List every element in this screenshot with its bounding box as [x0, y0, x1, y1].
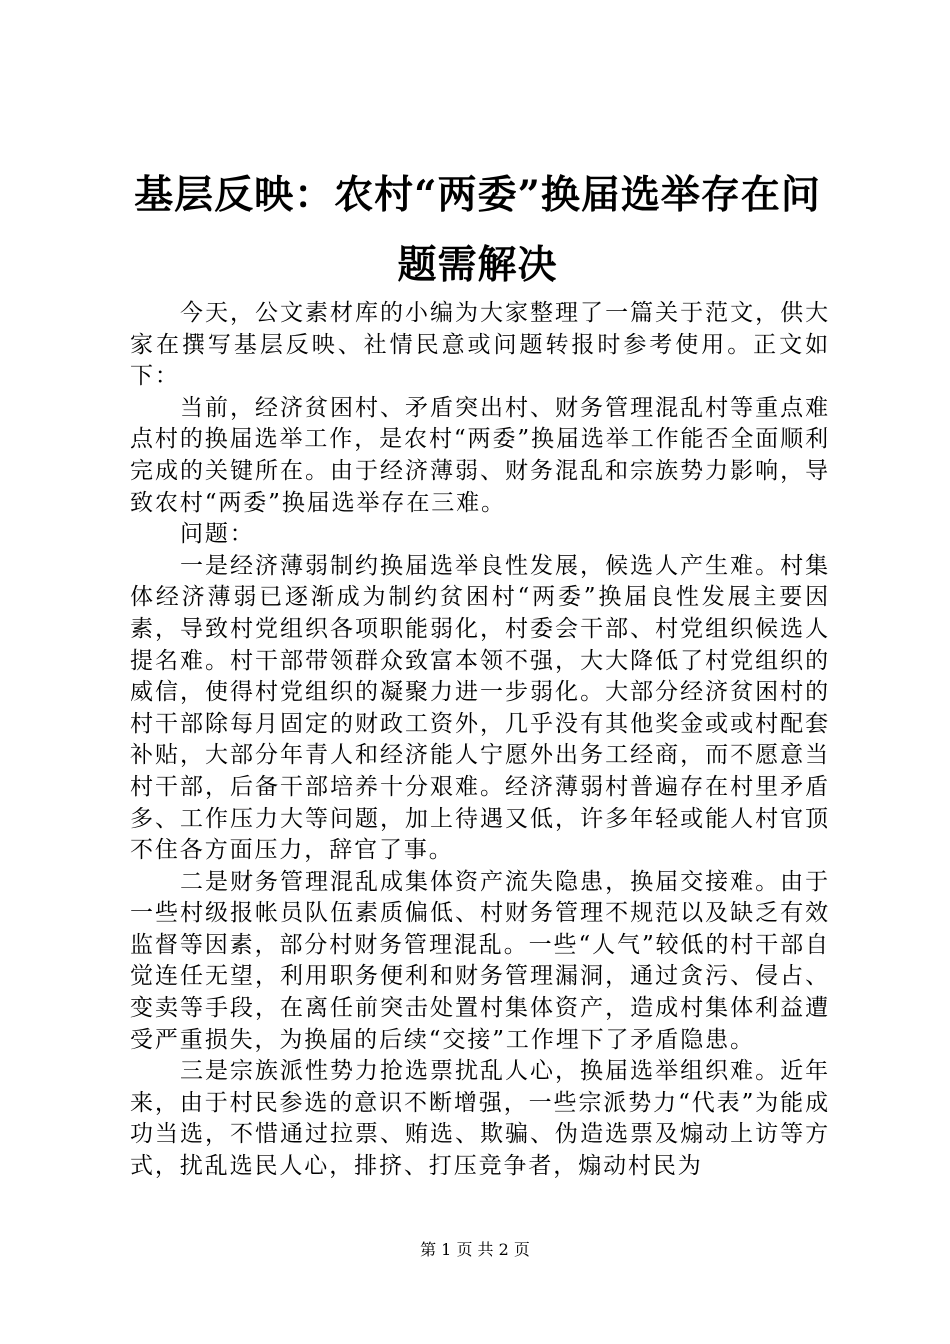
paragraph-background: 当前，经济贫困村、矛盾突出村、财务管理混乱村等重点难点村的换届选举工作，是农村“两委”换届选举工作能否全面顺利完成的关键所在。由于经济薄弱、财务混乱和宗族势力影响，导致农村“两委”换届选举存在三难。: [130, 394, 830, 516]
paragraph-issue-two: 二是财务管理混乱成集体资产流失隐患，换届交接难。由于一些村级报帐员队伍素质偏低、村财务管理不规范以及缺乏有效监督等因素，部分村财务管理混乱。一些“人气”较低的村干部自觉连任无望，利用职务便利和财务管理漏洞，通过贪污、侵占、变卖等手段，在离任前突击处置村集体资产，造成村集体利益遭受严重损失，为换届的后续“交接”工作埋下了矛盾隐患。: [130, 868, 830, 1053]
paragraph-intro: 今天，公文素材库的小编为大家整理了一篇关于范文，供大家在撰写基层反映、社情民意或问题转报时参考使用。正文如下：: [130, 300, 830, 390]
paragraph-issue-one: 一是经济薄弱制约换届选举良性发展，候选人产生难。村集体经济薄弱已逐渐成为制约贫困村“两委”换届良性发展主要因素，导致村党组织各项职能弱化，村委会干部、村党组织候选人提名难。村干部带领群众致富本领不强，大大降低了村党组织的威信，使得村党组织的凝聚力进一步弱化。大部分经济贫困村的村干部除每月固定的财政工资外，几乎没有其他奖金或或村配套补贴，大部分年青人和经济能人宁愿外出务工经商，而不愿意当村干部，后备干部培养十分艰难。经济薄弱村普遍存在村里矛盾多、工作压力大等问题，加上待遇又低，许多年轻或能人村官顶不住各方面压力，辞官了事。: [130, 552, 830, 864]
document-title: 基层反映：农村“两委”换届选举存在问题需解决: [134, 172, 821, 288]
page-footer: 第 1 页 共 2 页: [420, 1240, 530, 1259]
paragraph-issues-heading: 问题：: [180, 521, 255, 548]
document-body: [130, 298, 830, 1183]
paragraph-issue-three: 三是宗族派性势力抢选票扰乱人心，换届选举组织难。近年来，由于村民参选的意识不断增强，一些宗派势力“代表”为能成功当选，不惜通过拉票、贿选、欺骗、伪造选票及煽动上访等方式，扰乱选民人心，排挤、打压竞争者，煽动村民为: [130, 1058, 830, 1180]
